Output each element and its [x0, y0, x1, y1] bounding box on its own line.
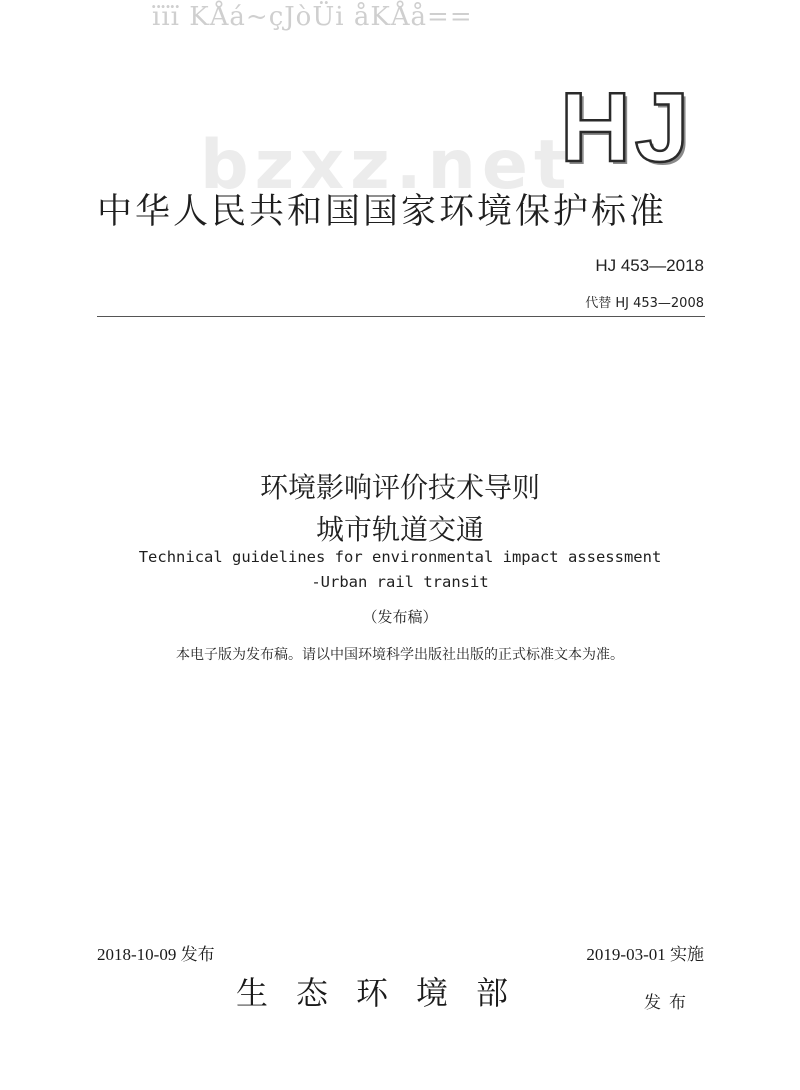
draft-label: （发布稿）: [362, 608, 438, 626]
issuing-authority: 生态环境部: [236, 974, 537, 1012]
replaces-standard: 代替 HJ 453—2008: [585, 296, 704, 311]
cn-title-line-1: 环境影响评价技术导则: [259, 471, 540, 504]
garbled-header-text: ïïï KÅá~çJòÜi åKÅå==: [152, 2, 473, 32]
edition-notice: 本电子版为发布稿。请以中国环境科学出版社出版的正式标准文本为准。: [176, 647, 624, 663]
hj-logo: HJ: [560, 72, 694, 182]
national-standard-title: 中华人民共和国国家环境保护标准: [97, 192, 668, 232]
implementation-date: 2019-03-01 实施: [586, 945, 704, 964]
watermark: bzxz.net: [200, 126, 573, 205]
header-divider: [97, 316, 705, 317]
en-title-line-2: -Urban rail transit: [311, 573, 489, 591]
standard-number: HJ 453—2018: [595, 256, 704, 275]
issue-word: 发布: [644, 993, 694, 1013]
issue-date: 2018-10-09 发布: [97, 945, 215, 964]
en-title-line-1: Technical guidelines for environmental impact assessment: [138, 548, 662, 566]
cn-title-line-2: 城市轨道交通: [315, 513, 484, 546]
